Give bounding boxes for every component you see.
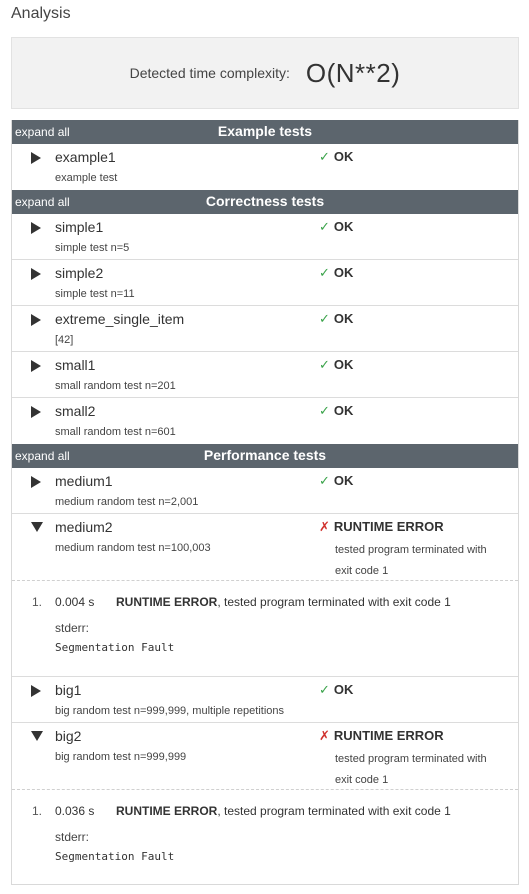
stderr-output: Segmentation Fault	[55, 641, 175, 654]
test-status-label: RUNTIME ERROR	[333, 728, 444, 743]
test-status-label: OK	[333, 682, 354, 697]
checkmark-icon: ✓	[319, 473, 330, 488]
test-status	[319, 682, 353, 698]
section-title-correctness: Correctness tests	[205, 193, 325, 209]
section-header-example	[12, 120, 518, 144]
test-detail-big2	[12, 790, 518, 886]
test-results-table	[11, 120, 519, 885]
triangle-right-icon[interactable]	[31, 268, 45, 282]
run-message-text: , tested program terminated with exit code 1	[217, 595, 451, 609]
section-title-performance: Performance tests	[203, 447, 327, 463]
test-status-detail: tested program terminated with exit code 1	[335, 753, 487, 786]
checkmark-icon: ✓	[319, 682, 330, 697]
triangle-right-icon[interactable]	[31, 314, 45, 328]
test-row-small2[interactable]	[12, 398, 518, 444]
checkmark-icon: ✓	[319, 149, 330, 164]
test-row-simple1[interactable]	[12, 214, 518, 260]
test-status	[319, 219, 353, 235]
test-name: medium1	[55, 473, 113, 489]
test-name: small2	[55, 403, 96, 419]
test-name: extreme_single_item	[55, 311, 185, 327]
test-status-label: RUNTIME ERROR	[333, 519, 444, 534]
x-icon: ✗	[319, 728, 330, 743]
stderr-output: Segmentation Fault	[55, 850, 175, 863]
expand-all-example[interactable]: expand all	[15, 125, 70, 139]
test-description: big random test n=999,999, multiple repetitions	[55, 705, 285, 717]
triangle-down-icon[interactable]	[31, 522, 45, 536]
test-row-extreme-single-item[interactable]	[12, 306, 518, 352]
run-message-text: , tested program terminated with exit code 1	[217, 804, 451, 818]
test-status	[319, 357, 353, 373]
triangle-right-icon[interactable]	[31, 685, 45, 699]
test-name: medium2	[55, 519, 113, 535]
test-status	[319, 403, 353, 419]
test-row-small1[interactable]	[12, 352, 518, 398]
test-row-example1[interactable]	[12, 144, 518, 190]
test-description: example test	[55, 172, 118, 184]
test-row-medium2[interactable]	[12, 514, 518, 581]
triangle-right-icon[interactable]	[31, 406, 45, 420]
test-description: simple test n=5	[55, 242, 130, 254]
page-title: Analysis	[11, 5, 71, 22]
complexity-value: O(N**2)	[305, 57, 401, 88]
run-number: 1.	[32, 804, 43, 818]
test-name: simple2	[55, 265, 104, 281]
x-icon: ✗	[319, 519, 330, 534]
test-description: medium random test n=100,003	[55, 542, 211, 554]
run-message	[116, 804, 451, 818]
test-name: example1	[55, 149, 116, 165]
test-name: small1	[55, 357, 96, 373]
test-row-simple2[interactable]	[12, 260, 518, 306]
run-number: 1.	[32, 595, 43, 609]
section-header-performance	[12, 444, 518, 468]
test-status-detail: tested program terminated with exit code 1	[335, 544, 487, 577]
test-status	[319, 149, 353, 165]
stderr-label: stderr:	[55, 621, 90, 635]
test-description: big random test n=999,999	[55, 751, 187, 763]
complexity-label: Detected time complexity:	[129, 65, 290, 81]
triangle-right-icon[interactable]	[31, 360, 45, 374]
test-name: big1	[55, 682, 82, 698]
test-description: small random test n=201	[55, 380, 176, 392]
triangle-right-icon[interactable]	[31, 476, 45, 490]
section-header-correctness	[12, 190, 518, 214]
test-description: small random test n=601	[55, 426, 176, 438]
test-status-label: OK	[333, 149, 354, 164]
test-name: simple1	[55, 219, 104, 235]
test-row-big1[interactable]	[12, 677, 518, 723]
triangle-right-icon[interactable]	[31, 222, 45, 236]
expand-all-performance[interactable]: expand all	[15, 449, 70, 463]
run-message	[116, 595, 451, 609]
test-status	[319, 311, 353, 327]
triangle-down-icon[interactable]	[31, 731, 45, 745]
expand-all-correctness[interactable]: expand all	[15, 195, 70, 209]
run-message-status: RUNTIME ERROR	[116, 804, 218, 818]
test-status-label: OK	[333, 311, 354, 326]
stderr-label: stderr:	[55, 830, 90, 844]
test-status	[319, 473, 353, 489]
test-status-label: OK	[333, 265, 354, 280]
checkmark-icon: ✓	[319, 357, 330, 372]
test-row-big2[interactable]	[12, 723, 518, 790]
section-title-example: Example tests	[217, 123, 313, 139]
test-status	[319, 519, 444, 535]
test-status-label: OK	[333, 473, 354, 488]
test-status-label: OK	[333, 219, 354, 234]
run-message-status: RUNTIME ERROR	[116, 595, 218, 609]
test-status-label: OK	[333, 357, 354, 372]
test-detail-medium2	[12, 581, 518, 677]
test-description: [42]	[55, 334, 74, 346]
triangle-right-icon[interactable]	[31, 152, 45, 166]
run-time: 0.004 s	[55, 595, 95, 609]
complexity-panel	[11, 37, 519, 109]
run-time: 0.036 s	[55, 804, 95, 818]
test-description: simple test n=11	[55, 288, 135, 300]
test-row-medium1[interactable]	[12, 468, 518, 514]
test-status	[319, 265, 353, 281]
test-status	[319, 728, 444, 744]
checkmark-icon: ✓	[319, 265, 330, 280]
checkmark-icon: ✓	[319, 403, 330, 418]
checkmark-icon: ✓	[319, 219, 330, 234]
test-description: medium random test n=2,001	[55, 496, 199, 508]
test-status-label: OK	[333, 403, 354, 418]
checkmark-icon: ✓	[319, 311, 330, 326]
test-name: big2	[55, 728, 82, 744]
